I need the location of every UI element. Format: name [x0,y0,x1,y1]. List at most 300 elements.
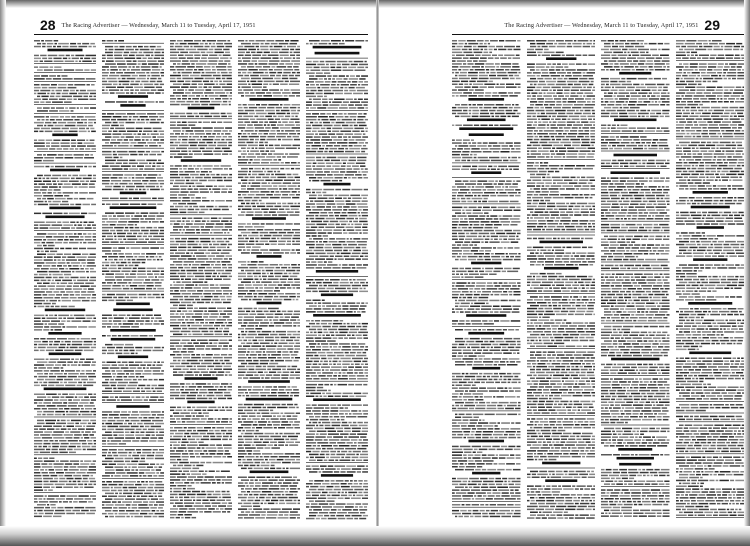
text-word-mark [187,473,190,475]
text-word-mark [170,494,178,496]
text-word-mark [176,95,181,97]
text-word-mark [277,311,281,313]
text-word-mark [224,43,232,45]
text-word-mark [229,334,232,336]
text-word-mark [182,328,187,330]
text-word-mark [191,354,195,356]
text-word-mark [130,52,137,54]
text-word-mark [117,224,127,226]
text-word-mark [241,86,250,88]
text-word-mark [178,136,188,138]
text-word-mark [117,464,125,466]
text-word-mark [228,244,232,246]
text-word-mark [310,70,320,72]
text-word-mark [283,468,285,470]
text-word-mark [285,293,295,295]
text-word-mark [115,379,123,381]
text-word-mark [45,379,55,381]
text-word-mark [204,296,212,298]
text-word-mark [352,200,361,202]
text-word-mark [74,157,82,159]
text-word-mark [126,373,129,375]
text-word-mark [145,323,152,325]
text-word-mark [113,189,124,191]
text-word-mark [273,252,284,254]
text-word-mark [106,221,117,223]
text-word-mark [182,220,184,222]
text-word-mark [247,148,250,150]
text-word-mark [82,414,92,416]
text-word-mark [306,218,308,220]
text-word-mark [181,331,191,333]
text-word-mark [282,156,286,158]
text-word-mark [146,458,153,460]
text-word-mark [70,43,76,45]
text-word-mark [190,462,199,464]
text-word-mark [52,402,62,404]
text-word-mark [51,128,60,130]
text-word-mark [217,453,224,455]
text-word-mark [179,511,187,512]
text-word-mark [88,376,96,378]
text-word-mark [34,472,40,474]
text-word-mark [145,426,149,428]
text-word-mark [238,348,246,350]
text-word-mark [136,510,140,512]
text-word-mark [292,104,300,106]
text-word-mark [120,157,123,159]
text-word-mark [102,198,109,200]
text-word-mark [53,431,64,433]
text-word-mark [197,186,205,188]
text-word-mark [45,251,49,253]
text-word-mark [170,502,174,504]
text-word-mark [204,218,210,220]
text-word-mark [132,75,138,77]
text-word-mark [90,277,96,279]
text-word-mark [295,232,300,234]
text-word-mark [306,67,312,69]
text-word-mark [117,282,127,284]
text-word-mark [142,315,145,317]
text-word-mark [290,252,296,254]
text-word-mark [186,316,190,318]
text-word-mark [146,119,150,121]
text-word-mark [309,75,314,77]
text-word-mark [124,379,132,381]
text-word-mark [285,439,289,441]
text-word-mark [309,177,316,179]
text-word-mark [138,285,145,287]
text-word-mark [102,315,112,317]
text-word-mark [149,145,158,147]
text-word-mark [128,262,131,264]
text-word-mark [247,372,257,374]
text-word-mark [238,459,241,461]
text-word-mark [102,75,108,77]
text-word-mark [38,376,47,378]
text-word-mark [85,268,89,270]
text-word-mark [114,487,121,489]
text-word-mark [271,354,281,356]
text-word-mark [37,251,39,253]
text-word-mark [246,395,249,397]
text-word-mark [109,320,112,322]
text-word-mark [177,89,184,91]
text-word-mark [34,192,41,194]
text-word-mark [176,345,183,347]
text-word-mark [296,433,300,435]
text-word-mark [286,427,293,429]
text-word-mark [182,63,190,64]
text-word-mark [210,444,215,446]
text-word-mark [139,472,144,474]
text-word-mark [143,350,151,352]
text-word-mark [34,501,38,503]
text-word-mark [213,357,223,359]
text-word-mark [358,116,366,118]
text-word-mark [335,163,342,165]
text-word-mark [150,46,156,48]
text-word-mark [216,223,224,225]
text-word-mark [267,514,277,516]
text-word-mark [178,430,185,432]
text-word-mark [55,242,62,244]
text-word-mark [119,183,127,185]
text-word-mark [136,498,146,500]
text-word-mark [214,127,224,129]
text-word-mark [52,449,58,451]
text-word-mark [197,430,208,432]
text-word-mark [148,241,156,243]
text-word-mark [223,316,230,318]
text-word-mark [49,315,53,317]
text-word-mark [151,89,157,91]
text-word-mark [280,488,285,490]
text-word-mark [102,423,104,425]
text-word-mark [93,233,96,235]
text-word-mark [62,201,68,203]
text-word-mark [203,313,209,315]
text-word-mark [79,501,87,503]
text-word-mark [130,204,140,206]
text-word-mark [296,124,300,126]
text-word-mark [280,127,290,129]
text-word-mark [34,157,43,159]
text-word-mark [199,279,205,281]
text-word-mark [67,495,78,497]
text-word-mark [284,314,292,316]
text-word-mark [106,89,108,91]
text-word-mark [159,504,164,506]
text-word-mark [247,273,251,275]
text-word-mark [40,55,46,57]
text-word-mark [179,168,182,170]
text-word-mark [34,306,36,308]
text-word-mark [125,364,127,366]
text-word-mark [238,229,246,231]
text-word-mark [241,424,252,426]
text-word-mark [52,181,56,183]
text-word-mark [227,177,232,179]
text-word-mark [295,211,300,213]
text-word-mark [189,165,192,167]
text-word-mark [215,334,223,336]
text-word-mark [34,87,41,89]
text-word-mark [102,218,108,220]
text-word-mark [213,209,220,211]
text-word-mark [238,139,249,141]
text-word-mark [268,153,272,155]
text-word-mark [278,386,286,388]
text-word-mark [306,131,311,133]
text-word-mark [238,514,248,516]
text-word-mark [335,215,339,217]
text-word-mark [290,107,297,109]
text-word-mark [266,500,270,502]
text-word-mark [144,233,149,235]
text-word-mark [181,133,184,135]
text-word-mark [119,177,123,179]
text-word-mark [144,362,153,364]
text-word-mark [147,455,154,457]
text-word-mark [209,209,212,211]
text-word-mark [200,136,202,138]
text-word-mark [197,340,208,342]
text-word-mark [199,206,205,208]
text-word-mark [256,177,261,179]
text-word-mark [113,510,118,512]
text-word-mark [106,60,114,62]
text-word-mark [155,481,163,483]
text-word-mark [181,191,189,193]
text-word-mark [137,78,146,80]
text-word-mark [84,350,94,352]
text-word-mark [306,244,315,246]
text-word-mark [262,415,272,417]
text-word-mark [150,367,161,369]
text-word-mark [347,165,351,167]
text-word-mark [182,75,189,77]
text-word-mark [70,460,79,462]
text-word-mark [260,46,268,48]
text-word-mark [248,194,255,196]
text-word-mark [226,433,232,435]
text-word-mark [350,101,360,103]
text-word-mark [292,462,300,464]
text-word-mark [193,415,195,417]
text-word-mark [105,63,116,65]
text-word-mark [251,249,259,251]
text-word-mark [179,299,183,301]
text-word-mark [196,456,200,458]
text-word-mark [289,296,295,298]
text-word-mark [50,251,57,253]
text-word-mark [266,418,269,420]
text-word-mark [102,455,106,457]
text-word-mark [62,256,66,258]
text-word-mark [183,168,186,170]
text-word-mark [47,46,52,48]
text-word-mark [265,267,275,269]
text-word-mark [238,273,246,275]
text-word-mark [341,145,347,147]
text-word-mark [197,165,201,167]
text-word-mark [362,215,368,217]
text-word-mark [140,221,147,223]
text-word-mark [159,379,164,381]
text-word-mark [319,122,321,124]
text-word-mark [34,160,42,162]
text-word-mark [173,465,176,467]
text-word-mark [277,133,288,135]
text-word-mark [159,116,164,118]
text-word-mark [347,238,349,240]
text-word-mark [312,235,317,237]
text-word-mark [66,411,68,413]
text-word-mark [238,293,246,295]
text-word-mark [270,197,280,199]
text-word-mark [170,183,173,185]
text-word-mark [67,122,76,124]
text-word-mark [127,259,130,261]
text-word-mark [328,133,335,135]
text-word-mark [313,101,321,103]
text-word-mark [138,133,142,135]
text-word-mark [173,89,176,91]
text-word-mark [238,81,246,83]
text-word-mark [230,92,232,94]
text-word-mark [80,411,90,413]
text-word-mark [41,75,48,77]
text-word-mark [47,254,55,256]
text-word-mark [266,174,270,176]
text-word-mark [271,66,275,68]
text-word-mark [261,223,265,225]
text-word-mark [222,209,229,211]
text-word-mark [273,92,281,94]
text-word-mark [82,443,87,445]
text-word-mark [102,507,112,509]
text-word-mark [274,69,282,71]
text-word-mark [216,290,222,292]
text-word-mark [260,494,267,496]
text-word-mark [83,265,85,267]
text-word-mark [196,415,204,417]
text-word-mark [335,93,343,95]
text-word-mark [244,107,248,109]
text-word-mark [187,250,197,252]
text-word-mark [355,151,360,153]
text-word-mark [238,418,241,420]
text-word-mark [350,125,353,127]
text-word-mark [85,239,92,241]
text-word-mark [102,236,106,238]
text-word-mark [146,227,152,229]
text-word-mark [259,267,264,269]
text-word-mark [112,168,123,170]
text-word-mark [330,87,339,89]
text-word-mark [325,200,334,202]
text-word-mark [181,444,186,446]
text-word-mark [126,60,131,62]
text-word-mark [68,87,77,89]
text-word-mark [74,233,77,235]
text-word-mark [238,517,243,519]
text-word-mark [243,116,253,118]
text-word-mark [47,198,54,200]
text-word-mark [119,259,123,261]
text-word-mark [245,284,252,286]
text-word-mark [138,142,146,144]
text-word-mark [327,128,331,130]
text-word-mark [117,139,122,141]
text-word-mark [265,142,268,144]
text-word-mark [187,244,197,246]
text-word-mark [249,314,256,316]
text-word-mark [306,43,309,45]
text-word-mark [74,192,78,194]
text-word-mark [125,481,128,483]
text-word-mark [200,296,203,298]
text-word-mark [356,139,366,141]
text-word-mark [261,413,269,415]
text-word-mark [224,238,228,240]
text-word-mark [281,477,292,479]
text-word-mark [108,131,112,133]
text-word-mark [34,446,37,448]
text-word-mark [273,319,278,321]
text-word-mark [42,341,48,343]
text-word-mark [54,259,56,261]
text-word-mark [306,227,310,229]
text-word-mark [69,268,79,270]
text-word-mark [125,432,129,434]
text-word-mark [180,383,185,385]
text-word-mark [34,367,37,369]
text-word-mark [142,373,151,375]
text-word-mark [227,308,231,310]
text-word-mark [353,238,360,240]
text-word-mark [271,124,276,126]
text-word-mark [211,101,221,103]
text-word-mark [339,241,346,243]
text-word-mark [102,128,109,130]
text-word-mark [256,290,262,292]
text-word-mark [136,128,143,130]
text-word-mark [282,494,284,496]
text-word-mark [90,154,93,156]
text-word-mark [332,165,339,167]
text-word-mark [341,224,346,226]
text-word-mark [125,241,135,243]
text-word-mark [78,142,83,144]
text-word-mark [286,503,296,505]
text-word-mark [68,175,71,177]
text-word-mark [147,285,154,287]
text-word-mark [192,81,202,83]
text-word-mark [170,444,172,446]
text-word-mark [51,178,59,180]
text-word-mark [92,320,96,322]
text-word-mark [317,177,322,179]
text-word-mark [245,238,248,240]
text-word-mark [187,290,195,292]
text-word-mark [34,478,42,480]
text-word-mark [66,510,72,512]
text-word-mark [77,385,82,387]
text-word-mark [48,55,58,57]
